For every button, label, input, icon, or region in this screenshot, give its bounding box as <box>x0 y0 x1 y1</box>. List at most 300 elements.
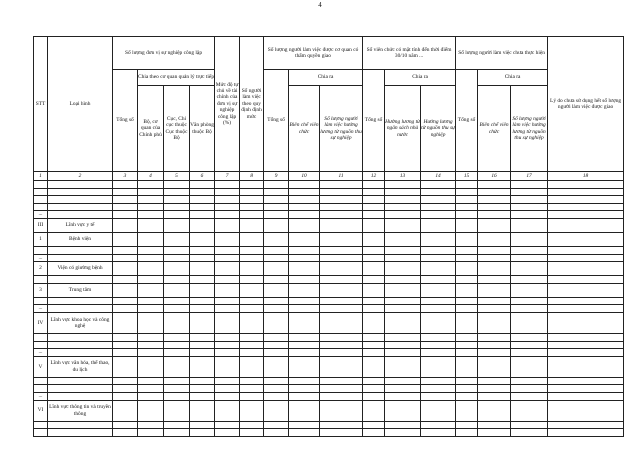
table-cell <box>138 196 164 204</box>
table-cell <box>421 181 456 189</box>
table-cell <box>363 385 385 393</box>
table-cell <box>478 188 511 196</box>
table-cell <box>289 349 320 357</box>
table-cell <box>548 232 624 246</box>
table-cell <box>363 349 385 357</box>
table-cell <box>478 377 511 385</box>
table-cell <box>511 312 548 333</box>
table-cell <box>164 232 190 246</box>
table-cell <box>363 429 385 437</box>
table-cell <box>548 276 624 284</box>
table-cell <box>511 349 548 357</box>
table-cell <box>289 429 320 437</box>
table-cell <box>215 262 240 276</box>
row-label <box>48 254 113 262</box>
col-group-chia-ra-chua: Chia ra <box>478 70 548 86</box>
table-cell <box>363 297 385 305</box>
table-cell <box>113 400 138 421</box>
table-cell <box>264 218 289 232</box>
table-cell <box>113 385 138 393</box>
table-cell <box>363 203 385 211</box>
table-cell <box>138 305 164 313</box>
table-cell <box>363 188 385 196</box>
table-cell <box>421 356 456 377</box>
table-cell <box>164 203 190 211</box>
column-number-row <box>34 172 624 181</box>
table-cell <box>385 246 421 254</box>
table-cell <box>363 232 385 246</box>
table-cell <box>478 181 511 189</box>
table-cell <box>190 211 215 219</box>
row-label <box>48 211 113 219</box>
table-cell <box>363 333 385 341</box>
table-cell <box>113 188 138 196</box>
table-cell <box>548 349 624 357</box>
table-cell <box>385 349 421 357</box>
table-cell <box>264 421 289 429</box>
table-cell <box>289 196 320 204</box>
table-cell <box>320 349 363 357</box>
table-cell <box>385 232 421 246</box>
table-cell <box>421 429 456 437</box>
table-cell <box>421 333 456 341</box>
table-cell <box>289 312 320 333</box>
table-cell <box>320 297 363 305</box>
table-cell <box>164 429 190 437</box>
table-cell <box>320 246 363 254</box>
col-loai-hinh: Loại hình <box>48 37 113 172</box>
table-cell <box>363 421 385 429</box>
column-number: 5 <box>164 172 190 181</box>
col-tong-so-co-mat: Tổng số <box>363 70 385 172</box>
table-cell <box>456 203 478 211</box>
row-stt: 2 <box>34 262 48 276</box>
table-cell <box>456 392 478 400</box>
row-label: Lĩnh vực khoa học và công nghệ <box>48 312 113 333</box>
table-cell <box>215 188 240 196</box>
table-cell <box>289 181 320 189</box>
table-cell <box>190 356 215 377</box>
table-cell <box>421 276 456 284</box>
table-cell <box>215 232 240 246</box>
table-cell <box>478 262 511 276</box>
column-number: 6 <box>190 172 215 181</box>
table-cell <box>511 377 548 385</box>
table-cell <box>215 421 240 429</box>
table-cell <box>385 203 421 211</box>
table-cell <box>190 312 215 333</box>
table-cell <box>289 341 320 349</box>
table-cell <box>511 429 548 437</box>
table-cell <box>215 356 240 377</box>
table-cell <box>363 196 385 204</box>
table-cell <box>363 377 385 385</box>
table-cell <box>363 341 385 349</box>
table-cell <box>289 246 320 254</box>
col-muc-do-tu-chu: Mức độ tự chủ về tài chính của đơn vị sự nghiệp công lập (%) <box>215 37 240 172</box>
table-row <box>34 349 624 357</box>
table-cell <box>548 297 624 305</box>
table-cell <box>478 421 511 429</box>
table-cell <box>289 262 320 276</box>
table-cell <box>289 421 320 429</box>
table-row <box>34 392 624 400</box>
table-cell <box>421 262 456 276</box>
table-cell <box>240 262 264 276</box>
table-cell <box>240 276 264 284</box>
table-cell <box>320 196 363 204</box>
table-cell <box>138 283 164 297</box>
table-cell <box>456 211 478 219</box>
table-cell <box>548 356 624 377</box>
table-cell <box>320 385 363 393</box>
table-cell <box>264 246 289 254</box>
col-so-nguoi-quy-dinh: Số người làm việc theo quy định định mức <box>240 37 264 172</box>
table-cell <box>421 297 456 305</box>
table-cell <box>320 356 363 377</box>
table-row <box>34 429 624 437</box>
col-tong-so-chua: Tổng số <box>456 70 478 172</box>
table-row <box>34 283 624 297</box>
column-number: 8 <box>240 172 264 181</box>
table-cell <box>456 429 478 437</box>
page-number: 4 <box>318 1 322 9</box>
table-cell <box>363 254 385 262</box>
table-cell <box>215 254 240 262</box>
table-cell <box>478 400 511 421</box>
table-cell <box>138 392 164 400</box>
table-cell <box>164 276 190 284</box>
table-cell <box>363 218 385 232</box>
table-cell <box>289 400 320 421</box>
table-cell <box>164 211 190 219</box>
table-cell <box>164 181 190 189</box>
table-cell <box>240 349 264 357</box>
table-cell <box>548 333 624 341</box>
table-cell <box>164 297 190 305</box>
table-cell <box>113 211 138 219</box>
column-number: 10 <box>289 172 320 181</box>
table-cell <box>320 188 363 196</box>
table-cell <box>385 262 421 276</box>
table-cell <box>289 297 320 305</box>
table-cell <box>190 429 215 437</box>
table-cell <box>240 218 264 232</box>
table-cell <box>164 385 190 393</box>
table-cell <box>421 341 456 349</box>
table-row <box>34 218 624 232</box>
table-cell <box>478 203 511 211</box>
table-cell <box>138 232 164 246</box>
table-cell <box>511 203 548 211</box>
table-cell <box>215 181 240 189</box>
column-number: 12 <box>363 172 385 181</box>
table-cell <box>456 283 478 297</box>
table-cell <box>264 392 289 400</box>
table-cell <box>113 333 138 341</box>
column-number: 17 <box>511 172 548 181</box>
table-cell <box>113 232 138 246</box>
table-cell <box>240 188 264 196</box>
table-cell <box>190 333 215 341</box>
table-cell <box>548 218 624 232</box>
table-cell <box>548 246 624 254</box>
table-cell <box>478 385 511 393</box>
table-cell <box>138 356 164 377</box>
table-cell <box>138 218 164 232</box>
table-cell <box>113 276 138 284</box>
table-cell <box>264 196 289 204</box>
table-cell <box>478 196 511 204</box>
table-cell <box>138 203 164 211</box>
table-cell <box>421 421 456 429</box>
table-cell <box>113 203 138 211</box>
table-cell <box>240 400 264 421</box>
table-cell <box>240 211 264 219</box>
table-cell <box>456 377 478 385</box>
table-cell <box>456 181 478 189</box>
table-cell <box>320 218 363 232</box>
column-number: 9 <box>264 172 289 181</box>
table-cell <box>164 196 190 204</box>
table-cell <box>113 429 138 437</box>
column-number: 18 <box>548 172 624 181</box>
table-cell <box>215 196 240 204</box>
row-label <box>48 188 113 196</box>
table-row <box>34 400 624 421</box>
table-cell <box>164 312 190 333</box>
table-cell <box>138 333 164 341</box>
row-label <box>48 276 113 284</box>
column-number: 7 <box>215 172 240 181</box>
table-cell <box>385 341 421 349</box>
table-cell <box>385 276 421 284</box>
table-cell <box>385 392 421 400</box>
column-number: 16 <box>478 172 511 181</box>
row-stt <box>34 385 48 393</box>
table-cell <box>190 305 215 313</box>
col-bien-che-giao: Biên chế viên chức <box>289 86 320 172</box>
table-cell <box>548 377 624 385</box>
col-stt: STT <box>34 37 48 172</box>
table-cell <box>138 246 164 254</box>
table-cell <box>548 254 624 262</box>
table-cell <box>215 392 240 400</box>
table-cell <box>215 246 240 254</box>
row-label <box>48 349 113 357</box>
row-stt <box>34 276 48 284</box>
table-cell <box>456 262 478 276</box>
col-group-chia-ra-co-mat: Chia ra <box>385 70 456 86</box>
table-cell <box>138 421 164 429</box>
table-cell <box>478 349 511 357</box>
row-stt: 3 <box>34 283 48 297</box>
table-cell <box>456 196 478 204</box>
col-group-vien-chuc-co-mat: Số viên chức có mặt tính đến thời điểm 30/10 năm ... <box>363 37 456 70</box>
table-cell <box>548 262 624 276</box>
row-label <box>48 196 113 204</box>
table-cell <box>548 385 624 393</box>
table-cell <box>215 305 240 313</box>
table-body <box>34 181 624 437</box>
table-cell <box>478 283 511 297</box>
table-cell <box>421 232 456 246</box>
table-cell <box>421 203 456 211</box>
table-cell <box>320 283 363 297</box>
table-cell <box>113 349 138 357</box>
table-cell <box>190 297 215 305</box>
table-row <box>34 276 624 284</box>
table-cell <box>456 333 478 341</box>
table-cell <box>138 181 164 189</box>
table-cell <box>456 421 478 429</box>
table-cell <box>548 312 624 333</box>
row-label <box>48 377 113 385</box>
table-cell <box>478 392 511 400</box>
table-cell <box>138 429 164 437</box>
table-cell <box>320 181 363 189</box>
table-cell <box>421 377 456 385</box>
table-cell <box>215 218 240 232</box>
table-cell <box>478 312 511 333</box>
col-bo-co-quan: Bộ, cơ quan của Chính phủ <box>138 86 164 172</box>
table-cell <box>190 377 215 385</box>
table-cell <box>240 341 264 349</box>
table-cell <box>138 312 164 333</box>
row-stt <box>34 246 48 254</box>
table-cell <box>478 341 511 349</box>
table-cell <box>190 196 215 204</box>
table-cell <box>511 254 548 262</box>
table-cell <box>289 356 320 377</box>
table-cell <box>289 232 320 246</box>
row-label: Viện có giường bệnh <box>48 262 113 276</box>
row-label: Lĩnh vực thông tin và truyền thông <box>48 400 113 421</box>
table-cell <box>511 232 548 246</box>
col-group-chia-ra-giao: Chia ra <box>289 70 363 86</box>
col-bien-che-chua: Biên chế viên chức <box>478 86 511 172</box>
table-cell <box>385 421 421 429</box>
table-cell <box>215 297 240 305</box>
table-cell <box>164 305 190 313</box>
table-cell <box>164 356 190 377</box>
table-cell <box>385 211 421 219</box>
table-cell <box>264 211 289 219</box>
table-cell <box>240 283 264 297</box>
table-cell <box>456 246 478 254</box>
table-cell <box>164 218 190 232</box>
table-cell <box>456 232 478 246</box>
table-cell <box>264 181 289 189</box>
row-label <box>48 246 113 254</box>
table-cell <box>113 246 138 254</box>
table-cell <box>240 297 264 305</box>
table-cell <box>164 262 190 276</box>
row-stt <box>34 203 48 211</box>
table-cell <box>164 188 190 196</box>
table-cell <box>456 254 478 262</box>
table-cell <box>264 254 289 262</box>
table-cell <box>421 188 456 196</box>
table-cell <box>385 254 421 262</box>
table-cell <box>320 305 363 313</box>
table-cell <box>456 305 478 313</box>
col-ly-do: Lý do chưa sử dụng hết số lượng người làm việc được giao <box>548 37 624 172</box>
table-cell <box>421 349 456 357</box>
table-cell <box>113 262 138 276</box>
table-cell <box>190 181 215 189</box>
table-cell <box>421 246 456 254</box>
table-row <box>34 297 624 305</box>
table-cell <box>264 232 289 246</box>
table-cell <box>215 400 240 421</box>
table-cell <box>264 333 289 341</box>
row-label <box>48 181 113 189</box>
table-cell <box>456 356 478 377</box>
row-stt <box>34 377 48 385</box>
table-cell <box>548 392 624 400</box>
table-cell <box>138 349 164 357</box>
table-cell <box>240 196 264 204</box>
table-cell <box>240 203 264 211</box>
table-cell <box>511 392 548 400</box>
table-cell <box>264 385 289 393</box>
table-cell <box>385 333 421 341</box>
table-cell <box>548 196 624 204</box>
table-cell <box>421 305 456 313</box>
table-cell <box>320 232 363 246</box>
table-cell <box>421 312 456 333</box>
table-cell <box>215 385 240 393</box>
table-cell <box>190 392 215 400</box>
row-stt <box>34 188 48 196</box>
table-cell <box>240 392 264 400</box>
table-cell <box>113 356 138 377</box>
table-cell <box>421 254 456 262</box>
table-row <box>34 254 624 262</box>
table-cell <box>511 356 548 377</box>
table-cell <box>113 297 138 305</box>
table-cell <box>164 392 190 400</box>
row-stt <box>34 421 48 429</box>
table-cell <box>164 421 190 429</box>
table-cell <box>478 333 511 341</box>
table-cell <box>289 333 320 341</box>
table-cell <box>320 276 363 284</box>
table-cell <box>456 341 478 349</box>
table-row <box>34 211 624 219</box>
table-cell <box>138 385 164 393</box>
table-row <box>34 188 624 196</box>
col-group-chia-theo: Chia theo cơ quan quản lý trực tiếp <box>138 70 215 86</box>
table-cell <box>363 246 385 254</box>
row-label <box>48 297 113 305</box>
table-cell <box>385 297 421 305</box>
table-cell <box>138 297 164 305</box>
col-su-nghiep-co-mat: Hưởng lương từ nguồn thu sự nghiệp <box>421 86 456 172</box>
table-cell <box>190 385 215 393</box>
row-label <box>48 392 113 400</box>
table-cell <box>320 203 363 211</box>
table-cell <box>363 392 385 400</box>
table-cell <box>363 181 385 189</box>
col-group-duoc-giao: Số lượng người làm việc được cơ quan có thẩm quyền giao <box>264 37 363 70</box>
table-cell <box>215 429 240 437</box>
row-stt: III <box>34 218 48 232</box>
table-cell <box>320 429 363 437</box>
table-cell <box>548 400 624 421</box>
table-cell <box>363 262 385 276</box>
